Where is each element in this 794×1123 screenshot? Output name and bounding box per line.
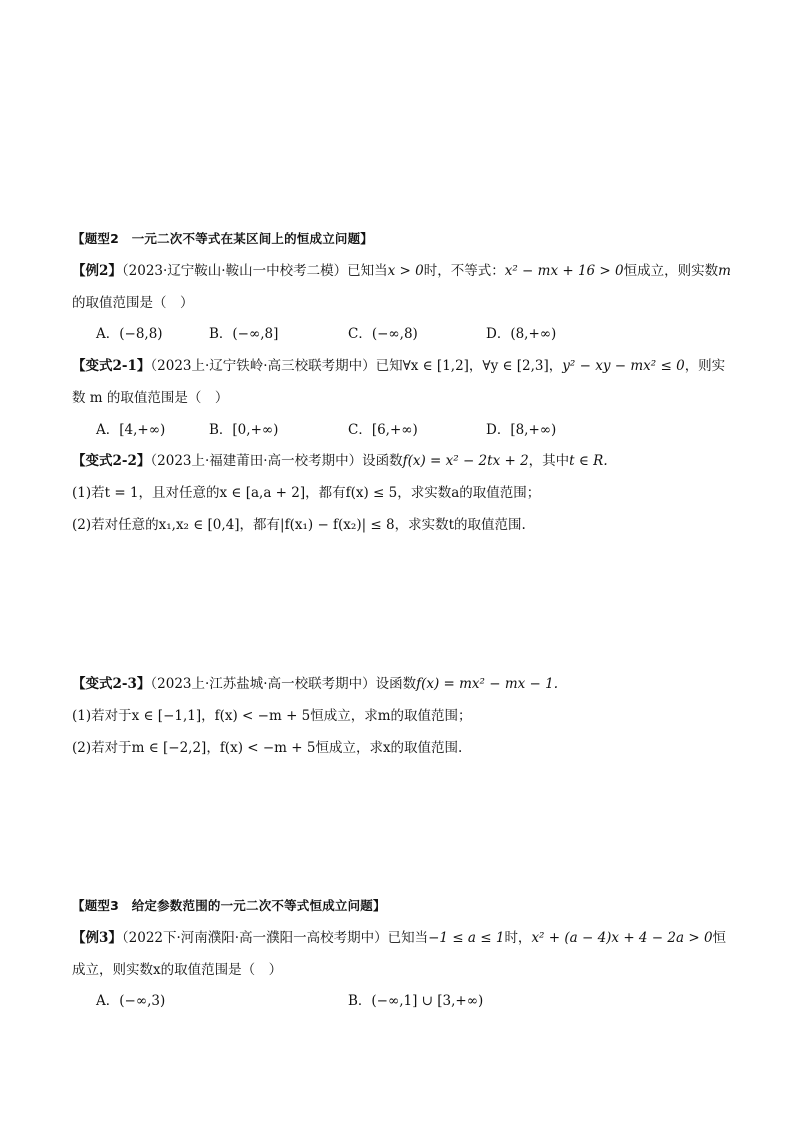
function-math: f(x) = mx² − mx − 1. [416,676,559,692]
condition-math: −1 ≤ a ≤ 1 [428,930,505,946]
inequality-math: x² + (a − 4)x + 4 − 2a > 0 [531,930,713,946]
choice-a: A．[4,+∞) [96,422,166,438]
variant-2-2-question-2: (2)若对任意的x₁,x₂ ∈ [0,4]，都有|f(x₁) − f(x₂)| ≤ 8，求实数t的取值范围. [72,517,526,533]
variant-2-3-question-2: (2)若对于m ∈ [−2,2]，f(x) < −m + 5恒成立，求x的取值范围. [72,740,463,756]
variant-tag: 【变式2-3】 [72,676,151,692]
variant-2-2-line-1 [72,451,608,471]
example-3-line-1 [72,928,726,948]
stem-text: 已知当 [347,263,388,279]
condition-math: x > 0 [387,263,424,279]
example-2-line-1 [72,261,731,281]
choice-d: D．[8,+∞) [486,422,557,438]
variant-2-1-line-2: 数 m 的取值范围是（ ） [72,390,229,406]
example-source: （2022下·河南濮阳·高一濮阳一高校考期中） [121,930,388,946]
function-math: f(x) = x² − 2tx + 2 [402,453,529,469]
variant-tag: 【变式2-2】 [72,453,151,469]
variant-2-3-question-1: (1)若对于x ∈ [−1,1]，f(x) < −m + 5恒成立，求m的取值范围； [72,708,472,724]
stem-text: 时， [504,930,532,946]
choice-b: B．(−∞,8] [209,326,279,342]
stem-text: 恒成立，则实数 [623,263,719,279]
example-3-line-2: 成立，则实数x的取值范围是（ ） [72,962,283,978]
inequality-math: y² − xy − mx² ≤ 0 [562,358,685,374]
example-2-line-2: 的取值范围是（ ） [72,295,194,311]
stem-text: ，则实 [684,358,726,374]
stem-text: 已知当 [387,930,429,946]
section-title-2: 【题型2 一元二次不等式在某区间上的恒成立问题】 [72,231,373,246]
variant-source: （2023上·江苏盐城·高一校联考期中） [150,676,376,692]
variant-2-2-question-1: (1)若t = 1，且对任意的x ∈ [a,a + 2]，都有f(x) ≤ 5，求实数a的取值范围； [72,485,541,501]
example-tag: 【例2】 [72,263,122,279]
example-tag: 【例3】 [72,930,122,946]
choice-a: A．(−∞,3) [96,993,166,1009]
choice-b: B．(−∞,1] ∪ [3,+∞) [348,993,484,1009]
section-title-3: 【题型3 给定参数范围的一元二次不等式恒成立问题】 [72,898,386,913]
variant-2-1-line-1 [72,356,725,376]
choice-a: A．(−8,8) [96,326,163,342]
variable-math: m [718,263,731,279]
choice-d: D．(8,+∞) [486,326,557,342]
example-source: （2023·辽宁鞍山·鞍山一中校考二模） [121,263,348,279]
stem-text: ，其中 [528,453,570,469]
inequality-math: x² − mx + 16 > 0 [504,263,624,279]
choice-c: C．[6,+∞) [348,422,418,438]
condition-math: t ∈ R. [569,453,608,469]
stem-text: 设函数 [375,676,417,692]
stem-text: 时，不等式： [423,263,505,279]
stem-text: 设函数 [362,453,403,469]
choice-c: C．(−∞,8) [348,326,418,342]
choice-b: B．[0,+∞) [209,422,279,438]
variant-source: （2023上·福建莆田·高一校考期中） [150,453,363,469]
variant-tag: 【变式2-1】 [72,358,151,374]
stem-text: 已知∀x ∈ [1,2]，∀y ∈ [2,3]， [375,358,563,374]
variant-source: （2023上·辽宁铁岭·高三校联考期中） [150,358,376,374]
stem-text: 恒 [712,930,727,946]
variant-2-3-line-1 [72,674,558,694]
